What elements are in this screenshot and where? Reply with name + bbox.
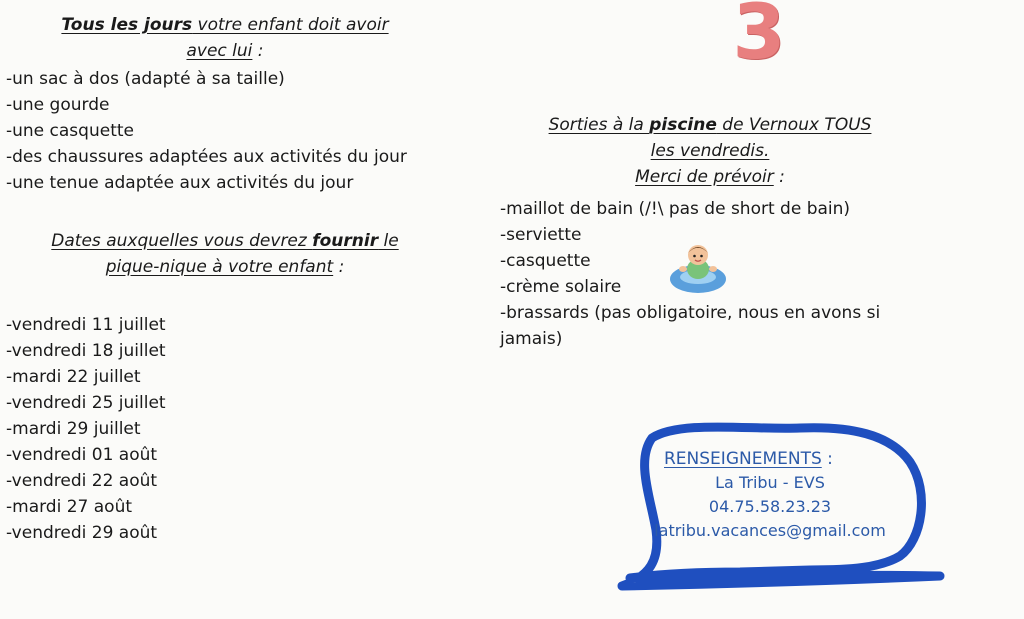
date-item: -mardi 22 juillet: [6, 367, 141, 387]
contact-title-colon: :: [821, 449, 833, 469]
list-item: -une tenue adaptée aux activités du jour: [6, 173, 354, 193]
page-number: 3: [732, 0, 786, 76]
date-item: -mardi 27 août: [6, 497, 133, 517]
heading-emphasis: Tous les jours: [61, 15, 193, 35]
heading-text-line2: pique-nique à votre enfant: [105, 257, 334, 277]
heading-text: de Vernoux TOUS: [716, 115, 872, 135]
child-in-swim-ring-icon: [666, 239, 730, 295]
date-item: -vendredi 22 août: [6, 471, 158, 491]
list-item: -casquette: [500, 251, 591, 271]
list-item: -brassards (pas obligatoire, nous en avons si: [500, 303, 881, 323]
list-item: -un sac à dos (adapté à sa taille): [6, 69, 285, 89]
date-item: -vendredi 25 juillet: [6, 393, 166, 413]
pool-outing-heading: [500, 112, 920, 190]
heading-text: Dates auxquelles vous devrez: [51, 231, 313, 251]
heading-text: le: [378, 231, 399, 251]
list-item: -une casquette: [6, 121, 134, 141]
date-item: -vendredi 01 août: [6, 445, 158, 465]
list-item: -serviette: [500, 225, 582, 245]
picnic-dates-heading: [0, 228, 450, 280]
list-item: jamais): [500, 329, 563, 349]
list-item: -une gourde: [6, 95, 110, 115]
date-item: -vendredi 11 juillet: [6, 315, 166, 335]
heading-colon: :: [252, 41, 264, 61]
heading-text-line3: Merci de prévoir: [635, 167, 774, 187]
heading-text-line2: les vendredis.: [650, 141, 770, 161]
list-item: -crème solaire: [500, 277, 622, 297]
heading-colon: :: [333, 257, 345, 277]
date-item: -vendredi 29 août: [6, 523, 158, 543]
list-item: -des chaussures adaptées aux activités du jour: [6, 147, 407, 167]
heading-emphasis: fournir: [312, 231, 379, 251]
heading-colon: :: [773, 167, 785, 187]
date-item: -mardi 29 juillet: [6, 419, 141, 439]
contact-title: RENSEIGNEMENTS: [664, 449, 822, 469]
daily-items-heading: [0, 12, 450, 64]
heading-emphasis: piscine: [649, 115, 717, 135]
contact-info: [650, 447, 890, 543]
contact-email: latribu.vacances@gmail.com: [654, 521, 886, 540]
picnic-dates-list: [6, 312, 166, 546]
date-item: -vendredi 18 juillet: [6, 341, 166, 361]
heading-text-line2: avec lui: [186, 41, 253, 61]
daily-items-list: [6, 66, 407, 196]
heading-text: Sorties à la: [548, 115, 650, 135]
contact-phone: 04.75.58.23.23: [708, 497, 832, 516]
contact-name: La Tribu - EVS: [715, 473, 825, 492]
list-item: -maillot de bain (/!\ pas de short de bain): [500, 199, 851, 219]
heading-text: votre enfant doit avoir: [192, 15, 389, 35]
